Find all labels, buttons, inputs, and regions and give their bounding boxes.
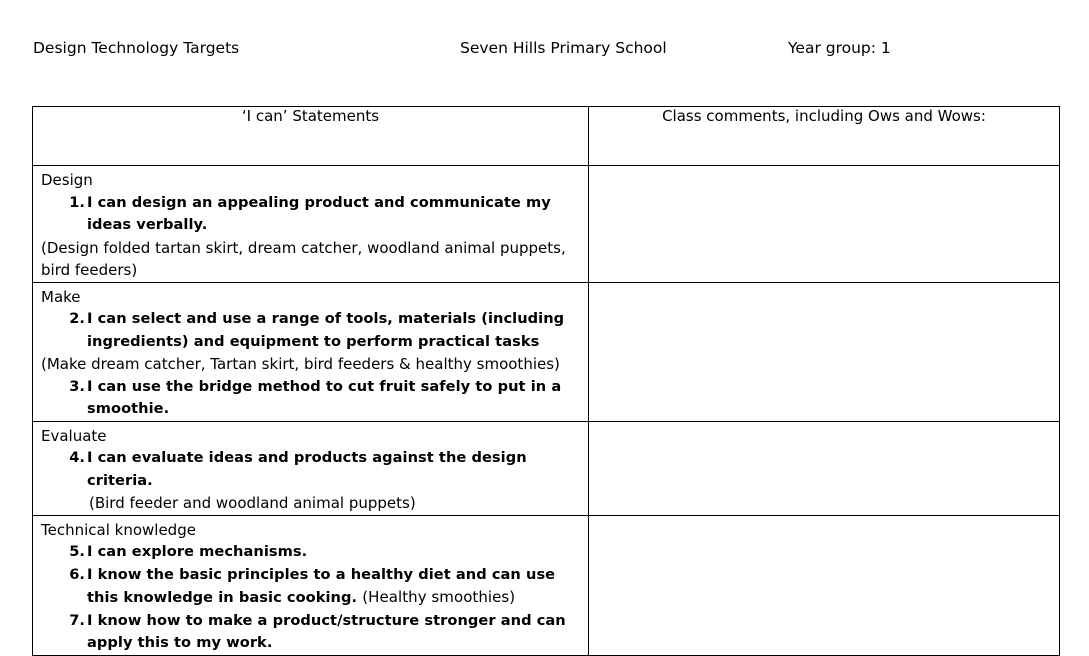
statement-text: I can select and use a range of tools, materials (including ingredients) and equipment to perform practical tasks	[87, 310, 565, 350]
table-header-row	[33, 107, 1060, 166]
statement-number: 5.	[69, 543, 85, 560]
make-note: (Make dream catcher, Tartan skirt, bird feeders & healthy smoothies)	[41, 355, 560, 373]
targets-table	[32, 106, 1060, 656]
section-label-evaluate: Evaluate	[41, 426, 107, 445]
statement-text: I can design an appealing product and communicate my ideas verbally.	[87, 193, 551, 233]
design-statements-cell	[33, 166, 589, 283]
table-row-technical-knowledge	[33, 515, 1060, 655]
statement-number: 7.	[69, 611, 85, 629]
statement-suffix-note: (Healthy smoothies)	[362, 588, 516, 606]
statement-item-2	[41, 308, 580, 353]
table-row-design	[33, 166, 1060, 283]
technical-statements-cell	[33, 515, 589, 655]
statement-text-wrapper	[87, 564, 580, 610]
statement-number: 1.	[69, 193, 85, 211]
statement-item-4	[41, 447, 580, 492]
year-group: Year group: 1	[788, 39, 891, 57]
statement-text: I know the basic principles to a healthy diet and can use this knowledge in basic cooking.	[87, 565, 556, 606]
statement-text: I can explore mechanisms.	[87, 543, 308, 560]
statement-item-6	[41, 564, 580, 610]
evaluate-statements-cell	[33, 421, 589, 515]
section-label-technical-knowledge: Technical knowledge	[41, 520, 196, 539]
statement-text: I can evaluate ideas and products against the design criteria.	[87, 449, 527, 489]
table-row-evaluate	[33, 421, 1060, 515]
statement-item-3	[41, 376, 580, 421]
statement-item-7	[41, 610, 580, 655]
statement-item-5	[41, 541, 580, 564]
make-comment-cell[interactable]	[589, 282, 1060, 421]
table-row-make	[33, 282, 1060, 421]
evaluate-comment-cell[interactable]	[589, 421, 1060, 515]
statement-text: I can use the bridge method to cut fruit safely to put in a smoothie.	[87, 377, 562, 417]
document-title: Design Technology Targets	[33, 39, 240, 57]
design-note: (Design folded tartan skirt, dream catcher, woodland animal puppets, bird feeders)	[41, 238, 566, 279]
statements-column-header: ‘I can’ Statements	[33, 107, 589, 166]
comments-column-header: Class comments, including Ows and Wows:	[589, 107, 1060, 166]
statement-number: 2.	[69, 310, 85, 327]
school-name: Seven Hills Primary School	[460, 39, 667, 57]
statement-number: 3.	[69, 377, 85, 395]
statement-number: 6.	[69, 565, 85, 583]
make-statements-cell	[33, 282, 589, 421]
technical-comment-cell[interactable]	[589, 515, 1060, 655]
section-label-design: Design	[41, 171, 93, 189]
design-comment-cell[interactable]	[589, 166, 1060, 283]
evaluate-note: (Bird feeder and woodland animal puppets)	[89, 494, 416, 512]
statement-number: 4.	[69, 449, 85, 466]
statement-item-1	[41, 192, 580, 237]
section-label-make: Make	[41, 287, 81, 306]
statement-text: I know how to make a product/structure stronger and can apply this to my work.	[87, 611, 566, 651]
